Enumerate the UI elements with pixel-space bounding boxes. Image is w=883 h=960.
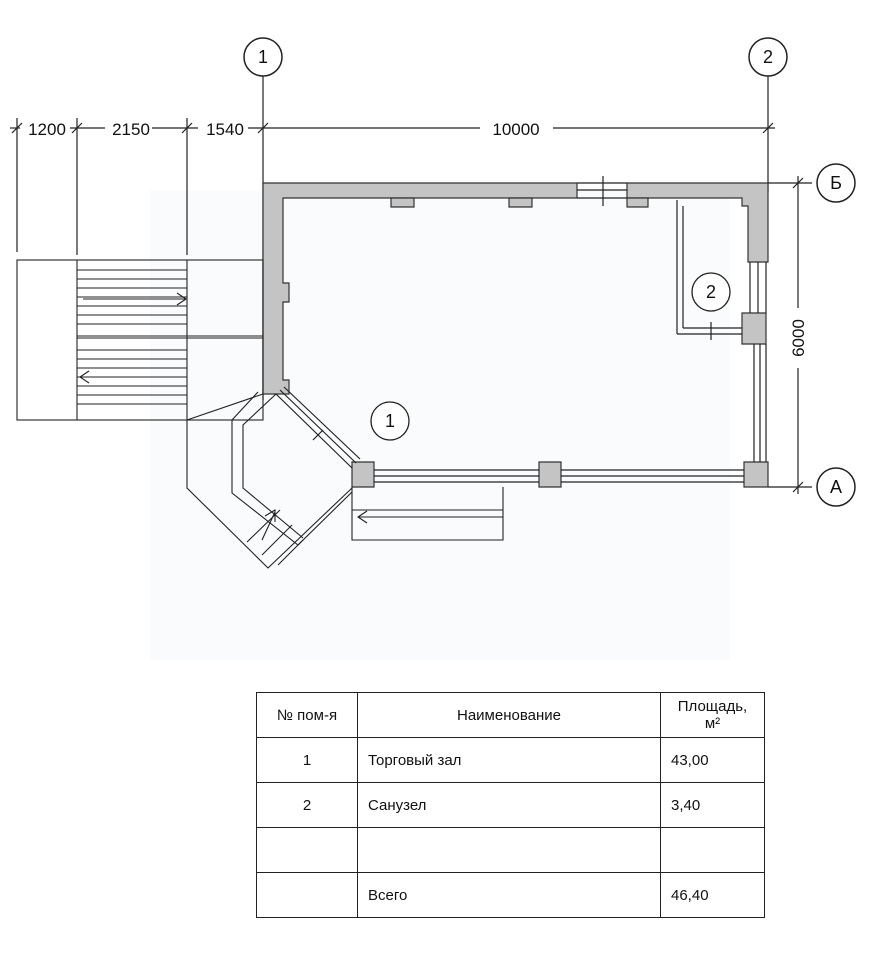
cell-room-number <box>257 828 358 873</box>
axis-marker-b <box>817 164 855 202</box>
axis-marker-1 <box>244 38 282 76</box>
cell-room-name: Торговый зал <box>358 738 661 783</box>
svg-text:А: А <box>829 477 843 497</box>
dimension-6000: 6000 <box>789 319 808 357</box>
cell-total-label: Всего <box>358 873 661 918</box>
table-row <box>257 783 765 828</box>
cell-room-number: 2 <box>257 783 358 828</box>
room-marker-2 <box>692 273 730 311</box>
cell-room-number: 1 <box>257 738 358 783</box>
svg-text:2: 2 <box>705 282 717 302</box>
header-room-number: № пом-я <box>257 693 358 738</box>
right-wall-glazing <box>750 262 766 462</box>
header-room-name: Наименование <box>358 693 661 738</box>
dimension-10000: 10000 <box>492 120 540 139</box>
table-row-total <box>257 873 765 918</box>
dimension-2150: 2150 <box>112 120 150 139</box>
svg-text:2: 2 <box>762 47 774 67</box>
cell-total-area: 46,40 <box>661 873 765 918</box>
axis-marker-2 <box>749 38 787 76</box>
cell-room-name: Санузел <box>358 783 661 828</box>
cell-room-area <box>661 828 765 873</box>
svg-text:1: 1 <box>384 411 396 431</box>
room-schedule-table <box>256 692 765 918</box>
axis-marker-a <box>817 468 855 506</box>
table-row <box>257 828 765 873</box>
header-room-area <box>661 693 765 738</box>
svg-text:Б: Б <box>830 173 842 193</box>
cell-room-name <box>358 828 661 873</box>
dimension-1540: 1540 <box>206 120 244 139</box>
cell-room-area: 3,40 <box>661 783 765 828</box>
table-row <box>257 738 765 783</box>
header-area-line1: Площадь, <box>677 698 748 715</box>
room-marker-1 <box>371 402 409 440</box>
header-area-line2: м² <box>704 715 721 732</box>
svg-text:1: 1 <box>257 47 269 67</box>
cell-room-area: 43,00 <box>661 738 765 783</box>
dimension-1200: 1200 <box>28 120 66 139</box>
cell-room-number <box>257 873 358 918</box>
table-header-row <box>257 693 765 738</box>
